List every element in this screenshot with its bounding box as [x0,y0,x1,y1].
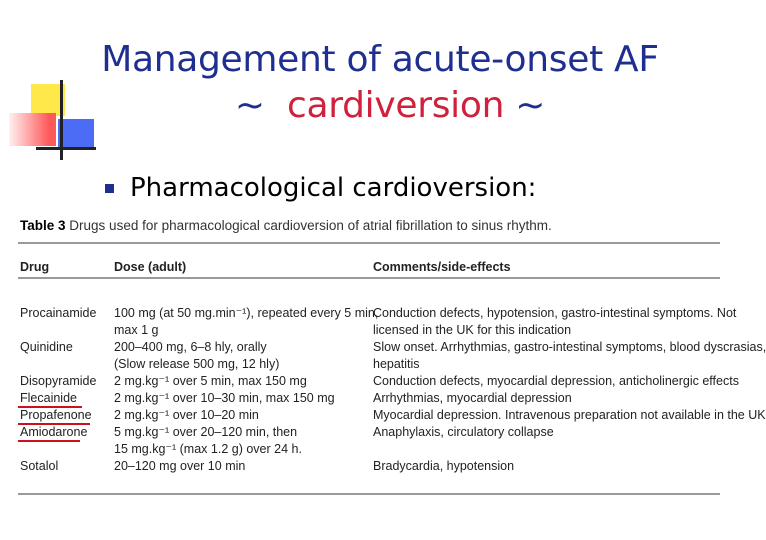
bullet-text: Pharmacological cardioversion: [130,173,537,203]
bullet-item [105,173,745,203]
comment-line: Slow onset. Arrhythmias, gastro-intestinal symptoms, blood dyscrasias, [373,340,766,354]
decor-horizontal-line [36,147,96,150]
table-bottom-rule [18,493,720,495]
decor-red-square [9,113,56,146]
subtitle-tilde-right: ~ [515,85,546,126]
slide-subtitle [60,84,710,128]
header-drug: Drug [20,260,50,274]
drug-cell: Flecainide [20,391,77,405]
dose-line: 15 mg.kg⁻¹ (max 1.2 g) over 24 h. [114,442,302,456]
dose-line: (Slow release 500 mg, 12 hly) [114,357,280,371]
comment-line: Conduction defects, myocardial depression, anticholinergic effects [373,374,739,388]
dose-line: max 1 g [114,323,159,337]
dose-line: 2 mg.kg⁻¹ over 10–20 min [114,408,259,422]
dose-line: 2 mg.kg⁻¹ over 5 min, max 150 mg [114,374,307,388]
dose-line: 200–400 mg, 6–8 hly, orally [114,340,267,354]
comment-line: Arrhythmias, myocardial depression [373,391,572,405]
drug-cell: Quinidine [20,340,73,354]
subtitle-word: cardiversion [287,85,505,126]
header-dose: Dose (adult) [114,260,187,274]
slide-title: Management of acute-onset AF [101,39,659,80]
square-bullet-icon [105,184,114,193]
comment-line: hepatitis [373,357,420,371]
drug-cell: Disopyramide [20,374,97,388]
dose-line: 20–120 mg over 10 min [114,459,246,473]
dose-line: 100 mg (at 50 mg.min⁻¹), repeated every 5 min, [114,306,379,320]
table-header-rule [18,277,720,279]
subtitle-tilde-left: ~ [234,85,265,126]
dose-line: 5 mg.kg⁻¹ over 20–120 min, then [114,425,298,439]
drug-cell: Procainamide [20,306,97,320]
propafenone-underline [18,423,90,425]
comment-line: Myocardial depression. Intravenous preparation not available in the UK [373,408,766,422]
dose-line: 2 mg.kg⁻¹ over 10–30 min, max 150 mg [114,391,335,405]
drug-cell: Sotalol [20,459,59,473]
comment-line: licensed in the UK for this indication [373,323,572,337]
comment-line: Anaphylaxis, circulatory collapse [373,425,554,439]
table-label: Table 3 [20,218,66,233]
drug-table-figure [18,215,766,500]
amiodarone-underline [18,440,80,442]
drug-cell: Amiodarone [20,425,88,439]
table-top-rule [18,242,720,244]
table-caption [20,218,552,233]
drug-cell: Propafenone [20,408,92,422]
flecainide-underline [18,406,82,408]
comment-line: Conduction defects, hypotension, gastro-intestinal symptoms. Not [373,306,737,320]
comment-line: Bradycardia, hypotension [373,459,515,473]
header-comments: Comments/side-effects [373,260,511,274]
table-caption-text: Drugs used for pharmacological cardioversion of atrial fibrillation to sinus rhythm. [69,218,552,233]
